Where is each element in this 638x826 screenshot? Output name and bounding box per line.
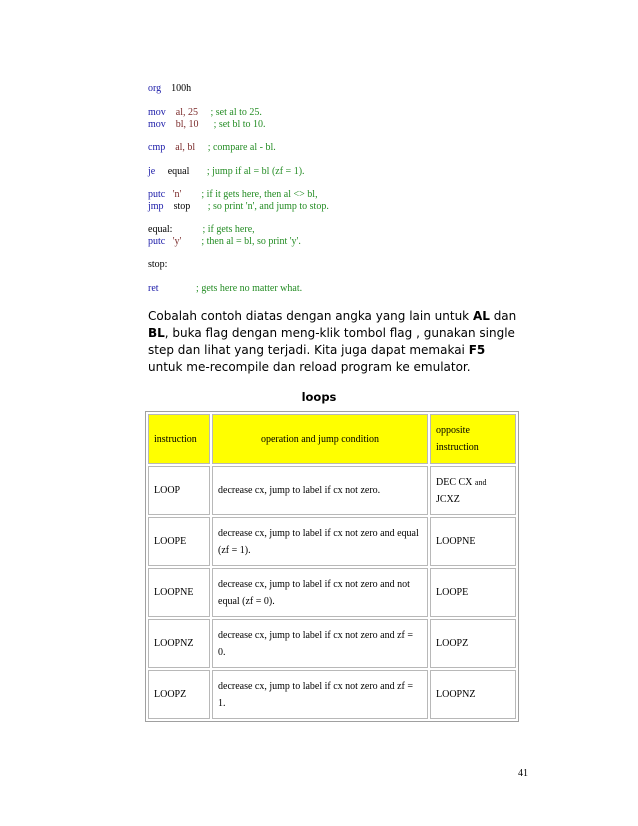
code-operand: 'y' — [172, 236, 182, 247]
page-number: 41 — [518, 768, 528, 779]
header-operation: operation and jump condition — [212, 414, 428, 464]
header-opposite: opposite instruction — [430, 414, 516, 464]
cell-opposite: LOOPZ — [430, 619, 516, 668]
code-keyword: jmp — [148, 201, 164, 212]
cell-instruction: LOOP — [148, 466, 210, 515]
code-comment: ; jump if al = bl (zf = 1). — [206, 166, 305, 177]
cell-opposite: LOOPE — [430, 568, 516, 617]
code-operand: equal — [167, 166, 190, 177]
code-comment: ; if gets here, — [202, 224, 255, 235]
code-keyword: ret — [148, 283, 159, 294]
code-line — [148, 107, 262, 119]
opposite-conjunction: and — [474, 477, 487, 487]
code-line — [148, 224, 255, 236]
table-row — [148, 619, 516, 668]
cell-operation: decrease cx, jump to label if cx not zero. — [212, 466, 428, 515]
code-comment: ; if it gets here, then al <> bl, — [201, 189, 318, 200]
code-comment: ; then al = bl, so print 'y'. — [201, 236, 301, 247]
paragraph-text: Cobalah contoh diatas dengan angka yang lain untuk — [148, 309, 473, 323]
paragraph-bold: F5 — [468, 343, 486, 357]
paragraph-text: , buka flag dengan meng-klik tombol flag , gunakan single step dan lihat yang terjadi. Kita juga dapat memakai — [148, 326, 515, 357]
opposite-text: DEC CX — [436, 476, 473, 488]
code-operand: al, bl — [175, 142, 196, 153]
code-line — [148, 119, 266, 131]
cell-operation: decrease cx, jump to label if cx not zero and zf = 1. — [212, 670, 428, 719]
cell-opposite — [430, 466, 516, 515]
opposite-text: JCXZ — [436, 493, 460, 505]
code-operand: 100h — [171, 83, 192, 94]
body-paragraph — [148, 308, 518, 376]
code-label: equal: — [148, 224, 173, 235]
code-keyword: putc — [148, 236, 166, 247]
code-operand: bl, 10 — [175, 119, 199, 130]
cell-operation: decrease cx, jump to label if cx not zero and zf = 0. — [212, 619, 428, 668]
code-operand: al, 25 — [175, 107, 198, 118]
cell-instruction: LOOPNZ — [148, 619, 210, 668]
paragraph-text: dan — [489, 309, 517, 323]
code-line — [148, 142, 276, 154]
section-heading: loops — [301, 390, 337, 404]
header-instruction: instruction — [148, 414, 210, 464]
code-line — [148, 283, 302, 295]
code-comment: ; set al to 25. — [210, 107, 262, 118]
code-line — [148, 259, 167, 271]
paragraph-bold: BL — [148, 326, 165, 340]
code-keyword: putc — [148, 189, 166, 200]
table-row — [148, 568, 516, 617]
cell-operation: decrease cx, jump to label if cx not zero and not equal (zf = 0). — [212, 568, 428, 617]
code-keyword: mov — [148, 107, 166, 118]
cell-instruction: LOOPE — [148, 517, 210, 566]
code-line — [148, 236, 301, 248]
code-line — [148, 201, 329, 213]
cell-opposite: LOOPNZ — [430, 670, 516, 719]
code-keyword: org — [148, 83, 162, 94]
code-keyword: cmp — [148, 142, 166, 153]
cell-opposite: LOOPNE — [430, 517, 516, 566]
cell-operation: decrease cx, jump to label if cx not zero and equal (zf = 1). — [212, 517, 428, 566]
loops-table — [145, 411, 519, 722]
code-keyword: mov — [148, 119, 166, 130]
cell-instruction: LOOPZ — [148, 670, 210, 719]
code-comment: ; gets here no matter what. — [196, 283, 303, 294]
code-comment: ; set bl to 10. — [213, 119, 266, 130]
cell-instruction: LOOPNE — [148, 568, 210, 617]
table-header-row — [148, 414, 516, 464]
table-row — [148, 466, 516, 515]
code-operand: 'n' — [172, 189, 182, 200]
code-comment: ; so print 'n', and jump to stop. — [207, 201, 329, 212]
table-row — [148, 517, 516, 566]
code-line — [148, 189, 318, 201]
code-line — [148, 166, 305, 178]
code-comment: ; compare al - bl. — [207, 142, 276, 153]
code-keyword: je — [148, 166, 156, 177]
code-line — [148, 83, 191, 95]
paragraph-bold: AL — [472, 309, 490, 323]
table-row — [148, 670, 516, 719]
code-label: stop: — [148, 259, 168, 270]
paragraph-text: untuk me-recompile dan reload program ke emulator. — [148, 360, 471, 374]
code-operand: stop — [173, 201, 191, 212]
